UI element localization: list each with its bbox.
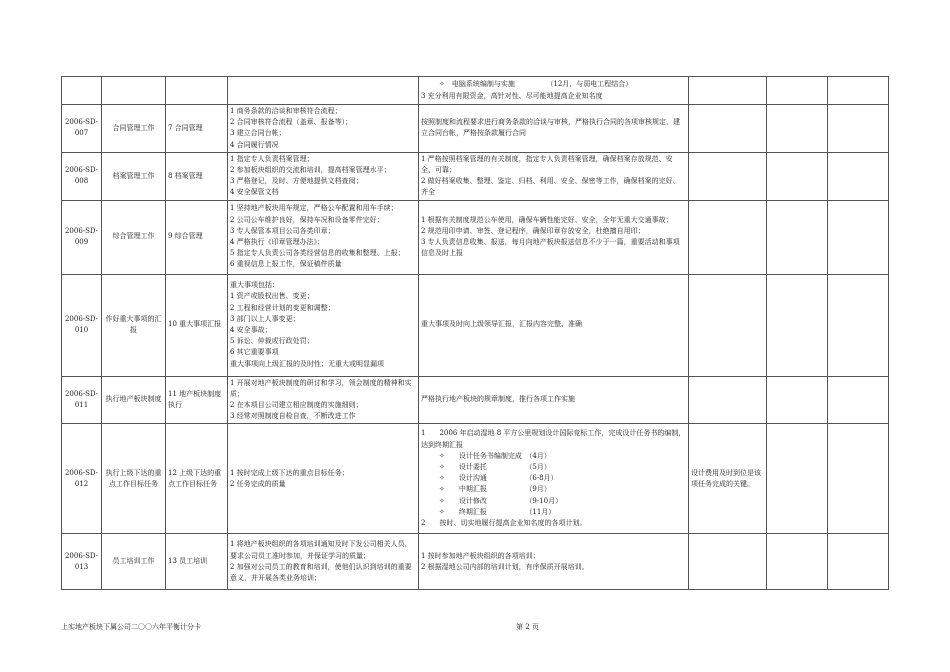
standard-line: ✧ 设计任务书编制完成 （4月） — [439, 451, 551, 460]
content-line: 1 商务条款的洽谈和审核符合流程； — [230, 107, 342, 115]
item-cell: 11 地产板块制度执行 — [166, 376, 228, 424]
empty-cell — [828, 424, 889, 534]
content-line: 2 合同审核符合流程（盖章、报备等）； — [230, 118, 353, 127]
table-row — [62, 534, 889, 590]
scorecard-table — [61, 76, 889, 590]
content-line: 重大事项向上级汇报的及时性；无重大或明显漏项 — [230, 359, 384, 368]
standard-line: ✧ 设计委托 （5月） — [439, 462, 551, 471]
standard-line: 2 按时、切实地履行提高企业知名度的各项计划。 — [421, 518, 587, 527]
standard-cell — [419, 424, 689, 534]
content-line: 6 其它重要事项 — [230, 348, 279, 357]
item-cell: 8 档案管理 — [166, 152, 228, 200]
task-name-cell: 执行地产板块制度 — [102, 376, 166, 424]
content-line: 5 指定专人负责公司各类经营信息的收集和整理、上报； — [230, 249, 405, 258]
content-line: 1 将地产板块组织的各项培训通知及时下发公司相关人员，要求公司员工准时参加，并保证学习的质量； — [230, 540, 412, 560]
task-name-cell: 员工培训工作 — [102, 534, 166, 590]
item-cell: 13 员工培训 — [166, 534, 228, 590]
remark-cell — [689, 534, 767, 590]
task-name-cell: 档案管理工作 — [102, 152, 166, 200]
table-row — [62, 376, 889, 424]
standard-line: 1 严格按照档案管理的有关制度，指定专人负责档案管理，确保档案存放规范、安全、可靠； — [421, 154, 673, 174]
standard-line: 1 2006 年启动湿地 8 平方公里规划设计国际竞标工作，完成设计任务书的编制，达到终期汇报 — [421, 429, 686, 449]
standard-line: 严格执行地产板块的规章制度，推行各项工作实施 — [421, 395, 575, 404]
item-cell: 9 综合管理 — [166, 200, 228, 274]
page-number: 第 2 页 — [516, 623, 539, 631]
content-cell — [228, 77, 419, 105]
empty-cell — [767, 152, 828, 200]
content-line: 2 任务完成的质量 — [230, 479, 286, 488]
standard-line: ✧ 中期汇报 （9月） — [439, 485, 551, 494]
table-row — [62, 274, 889, 376]
content-line: 3 经常对照制度自检自查，不断改进工作 — [230, 412, 356, 421]
table-row — [62, 152, 889, 200]
task-name-cell: 执行上级下达的重点工作目标任务 — [102, 424, 166, 534]
content-cell — [228, 274, 419, 376]
content-line: 重大事项包括： — [230, 281, 279, 290]
content-line: 4 安全事故； — [230, 326, 272, 334]
item-id-cell: 2006-SD-012 — [62, 424, 102, 534]
standard-line: 2 根据湿地公司内部的培训计划，有序保质开展培训。 — [421, 562, 589, 571]
empty-cell — [828, 152, 889, 200]
empty-cell — [767, 424, 828, 534]
content-line: 1 开展对地产板块制度的研讨和学习，领会制度的精神和实质； — [230, 378, 412, 398]
item-id-cell: 2006-SD-008 — [62, 152, 102, 200]
content-line: 1 坚持地产板块用车规定，严格公车配置和用车手续； — [230, 204, 398, 213]
remark-cell: 设计费用及时到位是该项任务完成的关键。 — [689, 424, 767, 534]
task-name-cell: 作好重大事项的汇报 — [102, 274, 166, 376]
task-name-cell: 综合管理工作 — [102, 200, 166, 274]
item-cell — [166, 77, 228, 105]
standard-line: ✧ 设计修改 （9-10月） — [439, 496, 563, 505]
content-line: 6 重视信息上报工作，保证稿件质量 — [230, 260, 342, 269]
remark-cell — [689, 200, 767, 274]
task-name-cell: 合同管理工作 — [102, 105, 166, 153]
content-cell — [228, 376, 419, 424]
content-line: 2 参加板块组织的交流和培训，提高档案管理水平； — [230, 165, 391, 174]
content-cell — [228, 534, 419, 590]
empty-cell — [828, 376, 889, 424]
empty-cell — [767, 200, 828, 274]
task-name-cell — [102, 77, 166, 105]
standard-cell — [419, 376, 689, 424]
content-line: 3 专人保管本项目公司各类印章； — [230, 226, 335, 235]
content-cell — [228, 105, 419, 153]
table-row — [62, 77, 889, 105]
content-line: 2 公司公车维护良好，保持车况和设备零件完好； — [230, 215, 384, 224]
standard-line: 3 充分利用有限资金，高针对性、尽可能地提高企业知名度 — [421, 91, 603, 100]
standard-line: 2 做好档案收集、整理、鉴定、归档、利用、安全、保密等工作，确保档案的完好、齐全 — [421, 177, 680, 197]
standard-line: 3 专人负责信息收集、报送，每月向地产板块报送信息不少于一篇，重要活动和事项信息及时上报 — [421, 238, 680, 258]
item-id-cell: 2006-SD-007 — [62, 105, 102, 153]
content-line: 4 合同履行情况 — [230, 140, 279, 149]
empty-cell — [767, 376, 828, 424]
standard-cell — [419, 152, 689, 200]
empty-cell — [767, 77, 828, 105]
empty-cell — [767, 534, 828, 590]
content-line: 1 资产或股权出售、变更； — [230, 292, 314, 301]
empty-cell — [828, 105, 889, 153]
remark-cell — [689, 274, 767, 376]
item-id-cell: 2006-SD-011 — [62, 376, 102, 424]
empty-cell — [767, 105, 828, 153]
item-id-cell — [62, 77, 102, 105]
content-cell — [228, 152, 419, 200]
table-row — [62, 424, 889, 534]
remark-cell — [689, 376, 767, 424]
item-cell: 12 上级下达的重点工作目标任务 — [166, 424, 228, 534]
content-cell — [228, 424, 419, 534]
content-line: 3 建立合同台帐； — [230, 129, 286, 138]
content-line: 2 工程和经营计划的变更和调整； — [230, 303, 335, 312]
content-line: 4 安全保管文档 — [230, 188, 279, 197]
standard-line: ✧ 终期汇报 （11月） — [439, 507, 556, 516]
content-line: 3 严格登记，及时、方便地提供文档查阅； — [230, 177, 363, 186]
table-row — [62, 105, 889, 153]
standard-line: ✧ 电脑系统编制与实施 （12月，与弱电工程结合） — [439, 80, 633, 89]
standard-line: 1 根据有关制度规范公车使用，确保车辆性能完好、安全，全年无重大交通事故； — [421, 215, 673, 224]
empty-cell — [828, 274, 889, 376]
item-id-cell: 2006-SD-009 — [62, 200, 102, 274]
remark-cell — [689, 105, 767, 153]
empty-cell — [828, 200, 889, 274]
content-cell — [228, 200, 419, 274]
empty-cell — [828, 534, 889, 590]
item-cell: 10 重大事项汇报 — [166, 274, 228, 376]
standard-cell — [419, 274, 689, 376]
item-id-cell: 2006-SD-013 — [62, 534, 102, 590]
remark-cell — [689, 152, 767, 200]
footer-title: 上实地产板块下属公司二〇〇六年平衡计分卡 — [61, 623, 201, 631]
standard-cell — [419, 77, 689, 105]
empty-cell — [828, 77, 889, 105]
table-row — [62, 200, 889, 274]
content-line: 5 诉讼、仲裁或行政处罚； — [230, 337, 314, 346]
item-id-cell: 2006-SD-010 — [62, 274, 102, 376]
content-line: 2 在本项目公司建立相应制度的实施细则； — [230, 400, 363, 409]
standard-cell — [419, 105, 689, 153]
standard-cell — [419, 534, 689, 590]
standard-line: 2 规范用印申请、审签、登记程序，确保印章存放安全，杜绝擅自用印； — [421, 226, 645, 235]
content-line: 1 按时完成上级下达的重点目标任务； — [230, 468, 349, 477]
remark-cell — [689, 77, 767, 105]
content-line: 4 严格执行《印章管理办法》； — [230, 238, 325, 246]
standard-line: 1 按时参加地产板块组织的各项培训； — [421, 551, 540, 560]
content-line: 1 指定专人负责档案管理； — [230, 154, 314, 163]
standard-line: 按照制度和流程要求进行商务条款的洽谈与审核，严格执行合同的各项审核规定，建立合同台帐，严格按条款履行合同 — [421, 118, 680, 138]
empty-cell — [767, 274, 828, 376]
content-line: 2 加强对公司员工的教育和培训，使他们认识到培训的重要意义，并开展各类业务培训； — [230, 562, 412, 582]
content-line: 3 部门以上人事变更； — [230, 314, 300, 323]
standard-line: ✧ 设计沟通 （6-8月） — [439, 474, 558, 483]
standard-line: 重大事项及时向上级领导汇报，汇报内容完整、准确 — [421, 320, 582, 329]
item-cell: 7 合同管理 — [166, 105, 228, 153]
standard-cell — [419, 200, 689, 274]
